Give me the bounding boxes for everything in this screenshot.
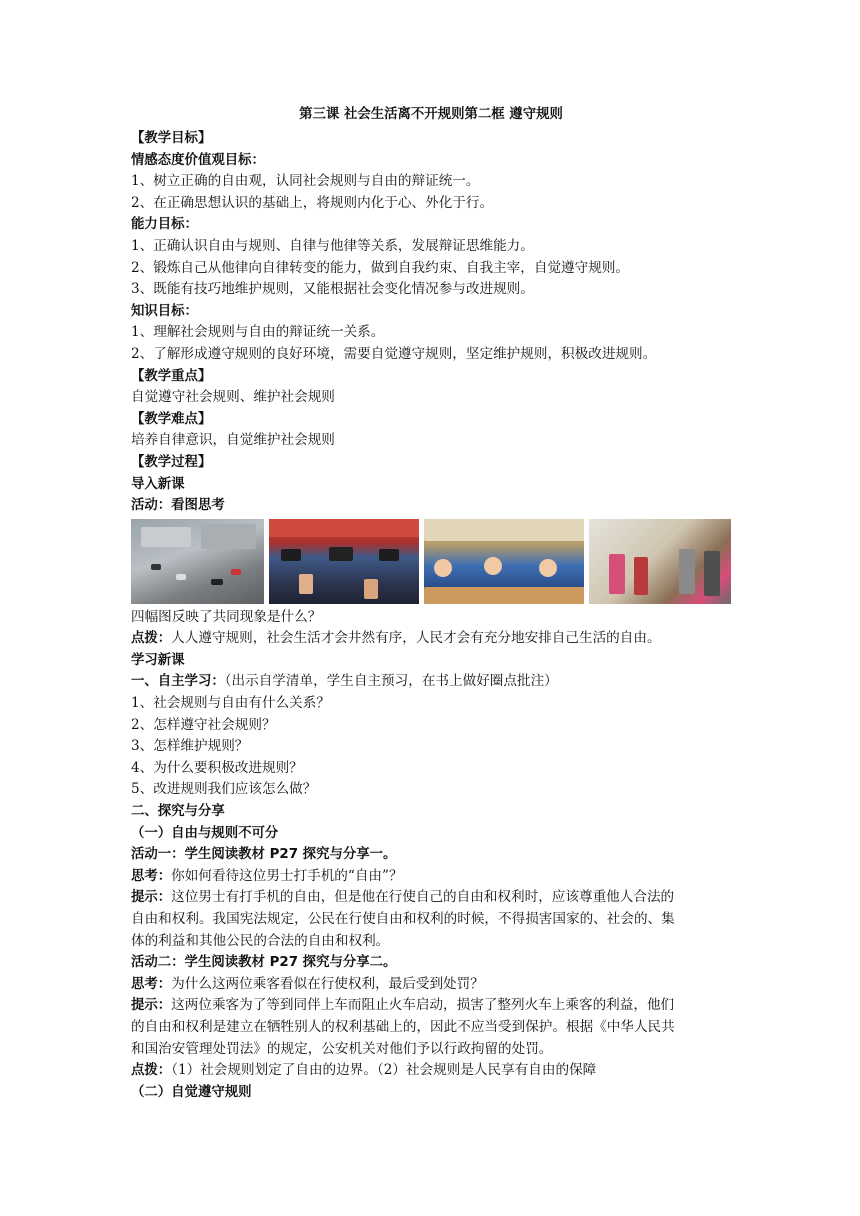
ability-goal-label: 能力目标： — [131, 217, 198, 233]
tip-text: 这两位乘客为了等到同伴上车而阻止火车启动，损害了整列火车上乘客的利益，他们 — [171, 997, 675, 1014]
think-two — [131, 974, 731, 996]
tip-one-line — [131, 887, 731, 909]
queue-photo — [589, 519, 731, 604]
photo-strip — [131, 519, 731, 604]
activity-two: 活动二：学生阅读教材 P27 探究与分享二。 — [131, 955, 397, 971]
self-study-item: 5、改进规则我们应该怎么做？ — [131, 781, 317, 798]
difficulty-heading: 【教学难点】 — [131, 411, 212, 427]
key-point-heading: 【教学重点】 — [131, 368, 212, 384]
knowledge-goal-label: 知识目标： — [131, 303, 198, 319]
think-text: 你如何看待这位男士打手机的“自由”？ — [171, 867, 403, 884]
tip-two-line — [131, 995, 731, 1017]
intro-activity: 活动：看图思考 — [131, 498, 225, 514]
process-heading: 【教学过程】 — [131, 454, 212, 470]
self-study-note: （出示自学清单，学生自主预习，在书上做好圈点批注） — [224, 673, 558, 690]
emotion-goal-item: 2、在正确思想认识的基础上，将规则内化于心、外化于行。 — [131, 194, 494, 211]
hint-text: （1）社会规则划定了自由的边界。（2）社会规则是人民享有自由的保障 — [171, 1062, 597, 1079]
self-study-line — [131, 671, 731, 693]
key-point-text: 自觉遵守社会规则、维护社会规则 — [131, 389, 335, 406]
difficulty-text: 培养自律意识，自觉维护社会规则 — [131, 432, 335, 449]
tip-one-line: 自由和权利。我国宪法规定，公民在行使自由和权利的时候，不得损害国家的、社会的、集 — [131, 911, 675, 927]
goals-heading: 【教学目标】 — [131, 131, 212, 146]
think-text: 为什么这两位乘客看似在行使权利，最后受到处罚？ — [171, 975, 484, 992]
think-one — [131, 866, 731, 888]
intro-question: 四幅图反映了共同现象是什么？ — [131, 608, 322, 625]
document-page — [131, 103, 731, 1103]
hint-label: 点拨： — [131, 1063, 172, 1079]
intro-label: 导入新课 — [131, 476, 185, 492]
service-hall-photo — [269, 519, 419, 604]
think-label: 思考： — [131, 976, 172, 992]
intro-hint — [131, 628, 731, 650]
ability-goal-item: 1、正确认识自由与规则、自律与他律等关系，发展辩证思维能力。 — [131, 237, 534, 254]
section-freedom-rules: （一）自由与规则不可分 — [131, 825, 279, 841]
document-title: 第三课 社会生活离不开规则第二框 遵守规则 — [299, 107, 563, 122]
self-study-item: 3、怎样维护规则？ — [131, 738, 249, 755]
tip-text: 这位男士有打手机的自由，但是他在行使自己的自由和权利时，应该尊重他人合法的 — [171, 889, 675, 906]
traffic-photo — [131, 519, 264, 604]
new-lesson-label: 学习新课 — [131, 652, 185, 668]
self-study-label: 一、自主学习： — [131, 674, 225, 690]
section-obey-rules: （二）自觉遵守规则 — [131, 1084, 252, 1100]
ability-goal-item: 2、锻炼自己从他律向自律转变的能力，做到自我约束、自我主宰，自觉遵守规则。 — [131, 259, 630, 276]
tip-two-line: 和国治安管理处罚法》的规定，公安机关对他们予以行政拘留的处罚。 — [131, 1040, 553, 1057]
tip-two-line: 的自由和权利是建立在牺牲别人的权利基础上的，因此不应当受到保护。根据《中华人民共 — [131, 1018, 675, 1035]
emotion-goal-label: 情感态度价值观目标： — [131, 152, 265, 168]
explore-label: 二、探究与分享 — [131, 804, 225, 820]
emotion-goal-item: 1、树立正确的自由观，认同社会规则与自由的辩证统一。 — [131, 173, 480, 190]
hint-two — [131, 1060, 731, 1082]
self-study-item: 1、社会规则与自由有什么关系？ — [131, 695, 330, 712]
knowledge-goal-item: 2、了解形成遵守规则的良好环境，需要自觉遵守规则，坚定维护规则，积极改进规则。 — [131, 345, 657, 362]
tip-label: 提示： — [131, 998, 172, 1014]
think-label: 思考： — [131, 868, 172, 884]
self-study-item: 2、怎样遵守社会规则？ — [131, 716, 276, 733]
classroom-photo — [424, 519, 584, 604]
tip-label: 提示： — [131, 890, 172, 906]
activity-one: 活动一：学生阅读教材 P27 探究与分享一。 — [131, 847, 397, 863]
ability-goal-item: 3、既能有技巧地维护规则，又能根据社会变化情况参与改进规则。 — [131, 281, 534, 298]
self-study-item: 4、为什么要积极改进规则？ — [131, 759, 303, 776]
knowledge-goal-item: 1、理解社会规则与自由的辩证统一关系。 — [131, 324, 385, 341]
hint-text: 人人遵守规则，社会生活才会井然有序，人民才会有充分地安排自己生活的自由。 — [171, 630, 661, 647]
hint-label: 点拨： — [131, 631, 172, 647]
tip-one-line: 体的利益和其他公民的合法的自由和权利。 — [131, 932, 390, 949]
